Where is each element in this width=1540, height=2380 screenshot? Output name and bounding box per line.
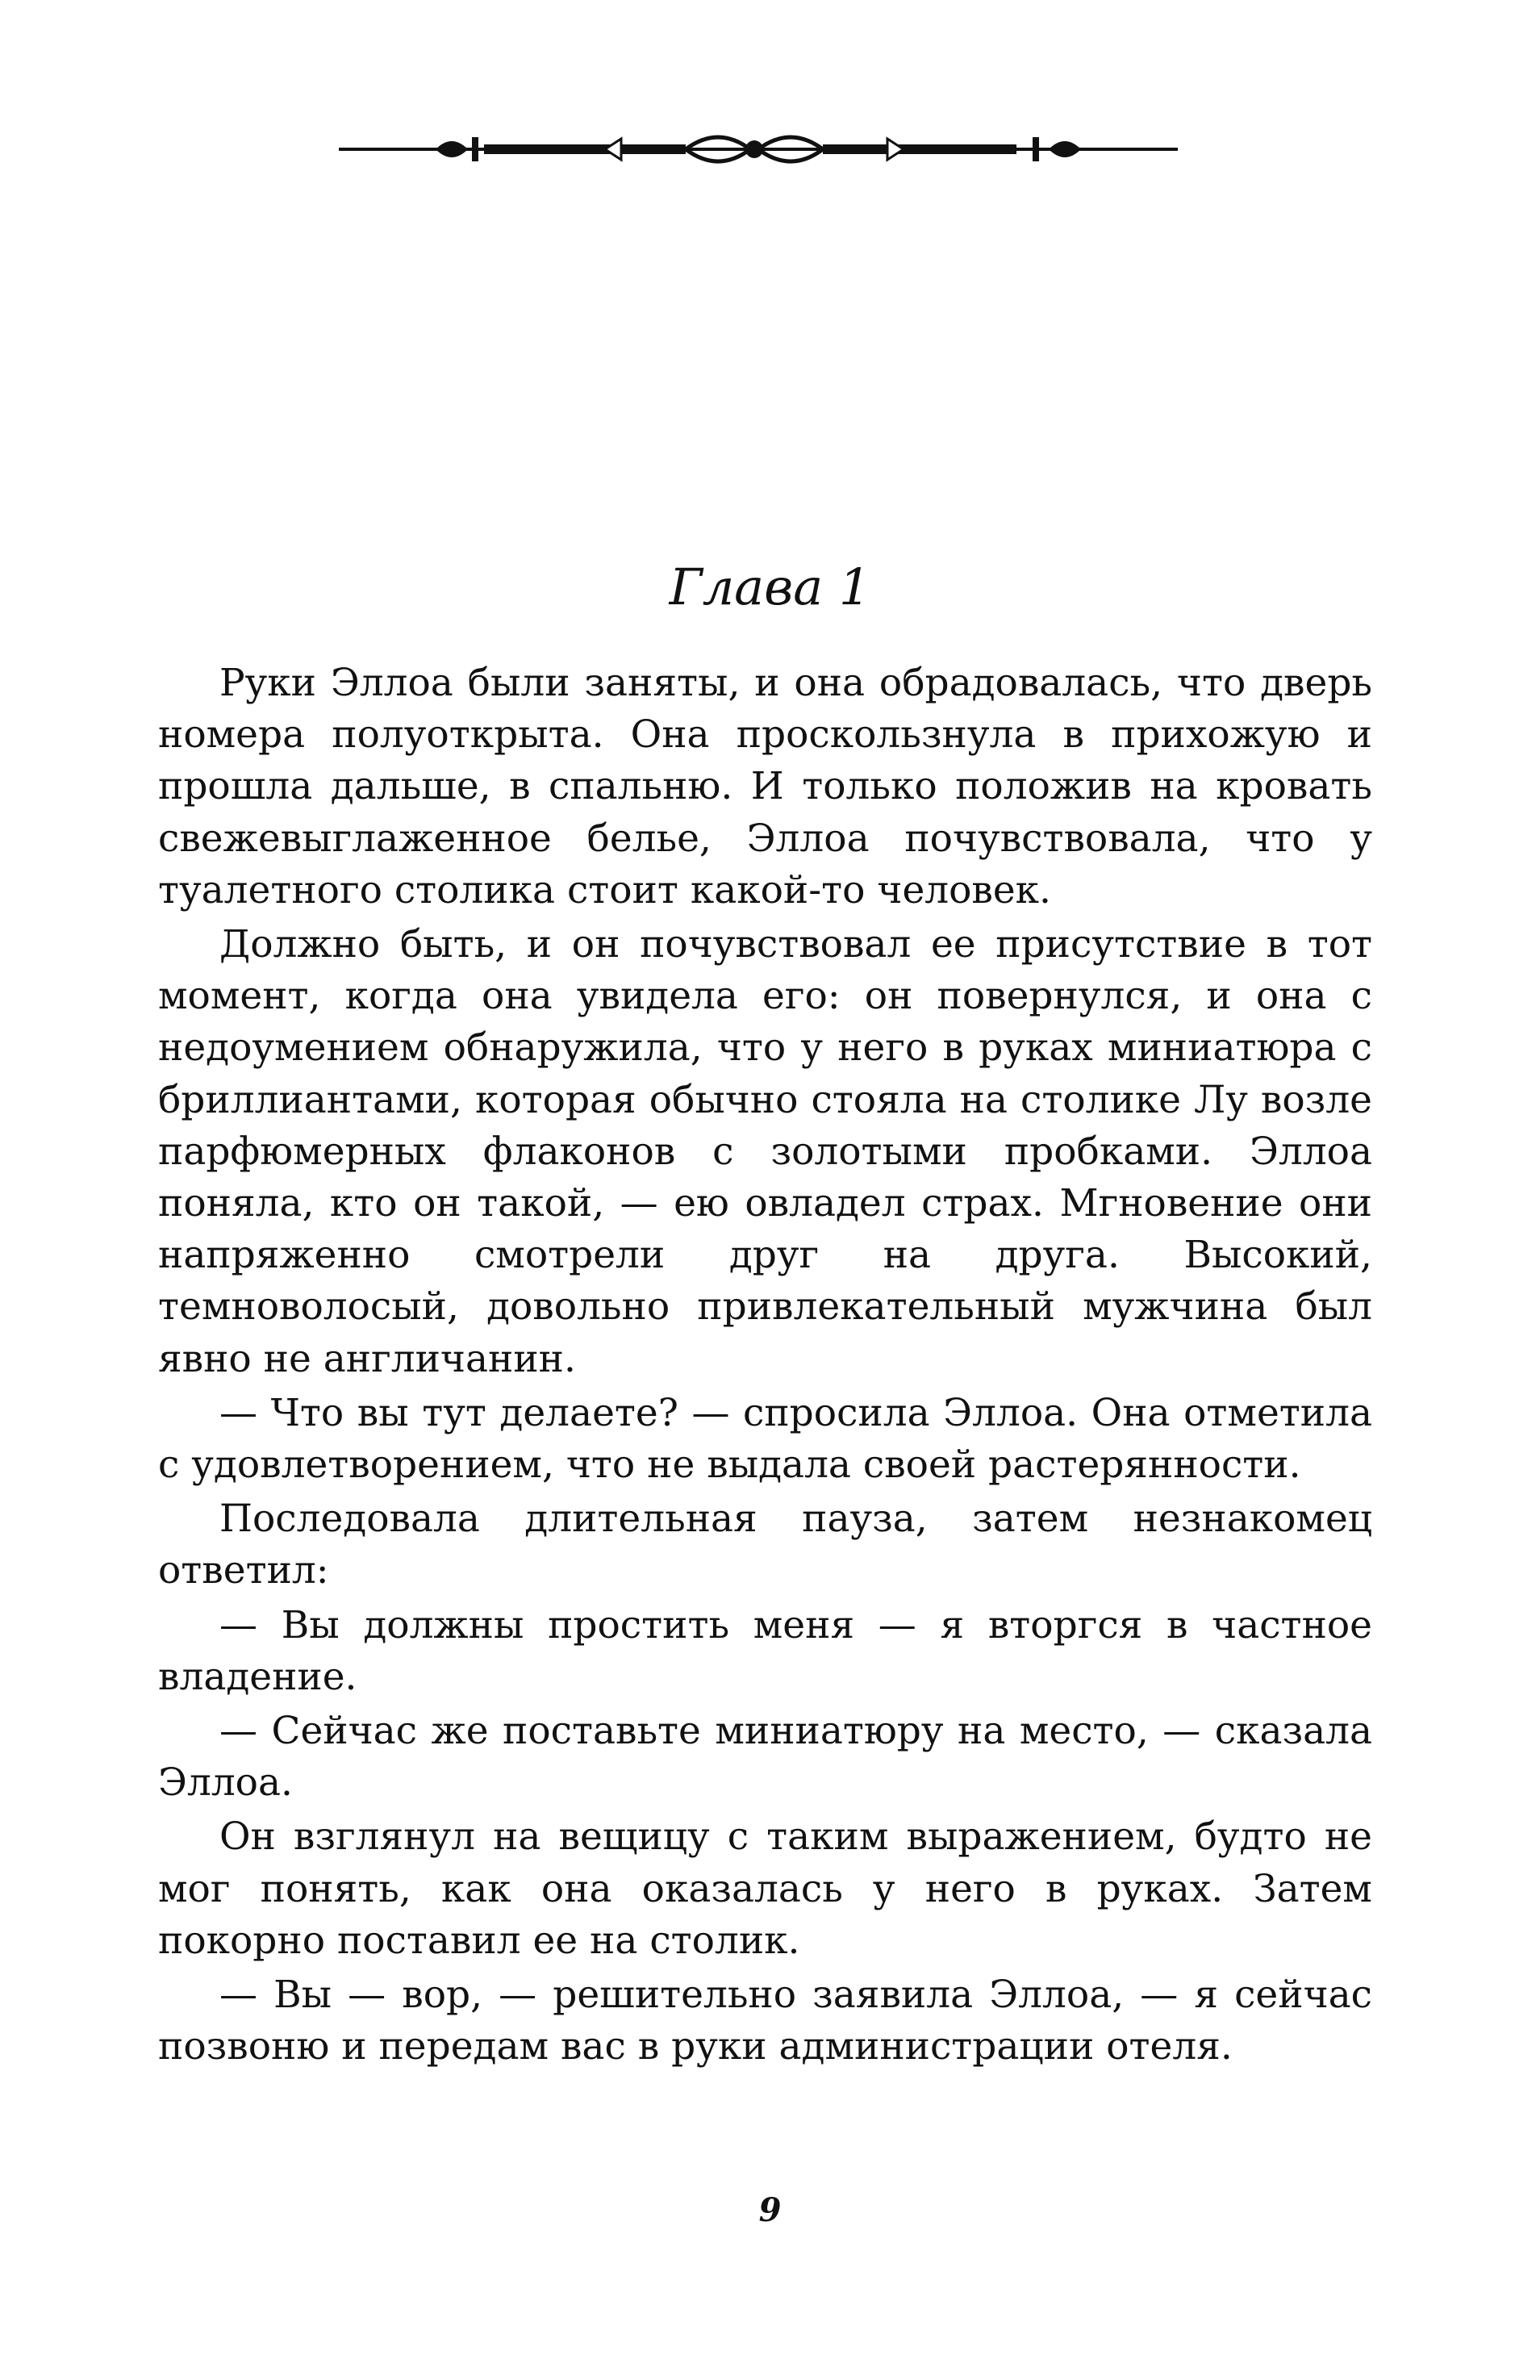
paragraph: — Вы должны простить меня — я вторгся в частное владение.: [158, 1602, 1372, 1699]
chapter-ornament: [339, 121, 1178, 177]
paragraph: — Сейчас же поставьте миниатюру на место, — сказала Эллоа.: [158, 1709, 1372, 1806]
chapter-title: Глава 1: [669, 557, 871, 616]
chapter-text: [158, 658, 1372, 2075]
paragraph: — Что вы тут делаете? — спросила Эллоа. Она отметила с удовлетворением, что не выдала своей растерянности.: [158, 1390, 1372, 1488]
paragraph: Руки Эллоа были заняты, и она обрадовалась, что дверь номера полуоткрыта. Она проскользнула в прихожую и прошла дальше, в спальню. И только положив на кровать свежевыглаженное белье, Эллоа почувствовала, что у туалетного столика стоит какой-то человек.: [158, 661, 1372, 912]
paragraph: Он взглянул на вещицу с таким выражением, будто не мог понять, как она оказалась у него в руках. Затем покорно поставил ее на столик.: [158, 1814, 1372, 1963]
paragraph: Последовала длительная пауза, затем незнакомец ответил:: [158, 1497, 1372, 1593]
paragraph: — Вы — вор, — решительно заявила Эллоа, — я сейчас позвоню и передам вас в руки администрации отеля.: [158, 1973, 1372, 2069]
paragraph: Должно быть, и он почувствовал ее присутствие в тот момент, когда она увидела его: он повернулся, и она с недоумением обнаружила, что у него в руках миниатюра с бриллиантами, которая обычно стояла на столике Лу возле парфюмерных флаконов с золотыми пробками. Эллоа поняла, кто он такой, — ею овладел страх. Мгновение они напряженно смотрели друг на друга. Высокий, темноволосый, довольно привлекательный мужчина был явно не англичанин.: [158, 922, 1372, 1381]
page-number: 9: [758, 2191, 782, 2229]
